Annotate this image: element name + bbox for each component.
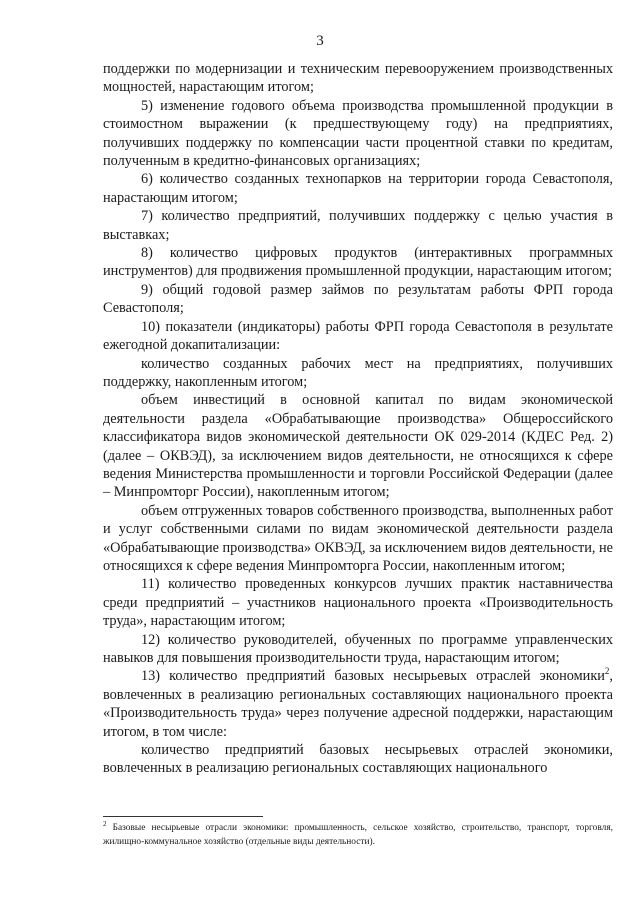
paragraph-item-11: 11) количество проведенных конкурсов лучших практик наставничества среди предприятий – участников национального проекта «Производительность труда», нарастающим итогом; bbox=[103, 576, 613, 630]
paragraph-sub-investments: объем инвестиций в основной капитал по видам экономической деятельности раздела «Обрабатывающие производства» Общероссийского классификатора видов экономической деятельности ОК 029-2014 (КДЕС Ред. 2) (далее – ОКВЭД), за исключением видов деятельности, не относящихся к сфере ведения Министерства промышленности и торговли Российской Федерации (далее – Минпромторг России), накопленным итогом; bbox=[103, 392, 613, 501]
paragraph-sub-shipped-goods: объем отгруженных товаров собственного производства, выполненных работ и услуг собственными силами по видам экономической деятельности раздела «Обрабатывающие производства» ОКВЭД, за исключением видов деятельности, не относящихся к сфере ведения Минпромторга России, накопленным итогом; bbox=[103, 502, 613, 574]
paragraph-item-12: 12) количество руководителей, обученных по программе управленческих навыков для повышения производительности труда, нарастающим итогом; bbox=[103, 631, 613, 666]
footnote bbox=[103, 819, 613, 849]
footnote-separator bbox=[103, 816, 263, 817]
paragraph-sub-enterprises: количество предприятий базовых несырьевых отраслей экономики, вовлеченных в реализацию региональных составляющих национального bbox=[103, 742, 613, 777]
footnote-mark: 2 bbox=[103, 819, 107, 828]
paragraph-sub-jobs: количество созданных рабочих мест на предприятиях, получивших поддержку, накопленным итогом; bbox=[103, 355, 613, 390]
paragraph-item-13 bbox=[103, 667, 613, 741]
paragraph-item-6: 6) количество созданных технопарков на территории города Севастополя, нарастающим итогом; bbox=[103, 171, 613, 206]
footnote-reference: 2 bbox=[604, 666, 610, 677]
paragraph-item-5: 5) изменение годового объема производства промышленной продукции в стоимостном выражении (к предшествующему году) на предприятиях, получивших поддержку по компенсации части процентной ставки по кредитам, полученным в кредитно-финансовых организациях; bbox=[103, 97, 613, 170]
item13-text-continued: , вовлеченных в реализацию региональных составляющих национального проекта «Производительность труда» через получение адресной поддержки, нарастающим итогом, в том числе: bbox=[103, 668, 613, 740]
paragraph-item-10: 10) показатели (индикаторы) работы ФРП города Севастополя в результате ежегодной докапитализации: bbox=[103, 318, 613, 354]
footnote-text: Базовые несырьевые отрасли экономики: промышленность, сельское хозяйство, строительство, транспорт, торговля, жилищно-коммунальное хозяйство (отдельные виды деятельности). bbox=[103, 823, 613, 847]
paragraph-item-7: 7) количество предприятий, получивших поддержку с целью участия в выставках; bbox=[103, 208, 613, 243]
document-body bbox=[103, 60, 613, 778]
paragraph-item-8: 8) количество цифровых продуктов (интерактивных программных инструментов) для продвижения промышленной продукции, нарастающим итогом; bbox=[103, 245, 613, 280]
paragraph-item-9: 9) общий годовой размер займов по результатам работы ФРП города Севастополя; bbox=[103, 281, 613, 317]
item13-text: 13) количество предприятий базовых несырьевых отраслей экономики bbox=[141, 668, 605, 685]
page-number: 3 bbox=[316, 33, 324, 49]
paragraph: поддержки по модернизации и техническим перевооружением производственных мощностей, нарастающим итогом; bbox=[103, 61, 613, 96]
